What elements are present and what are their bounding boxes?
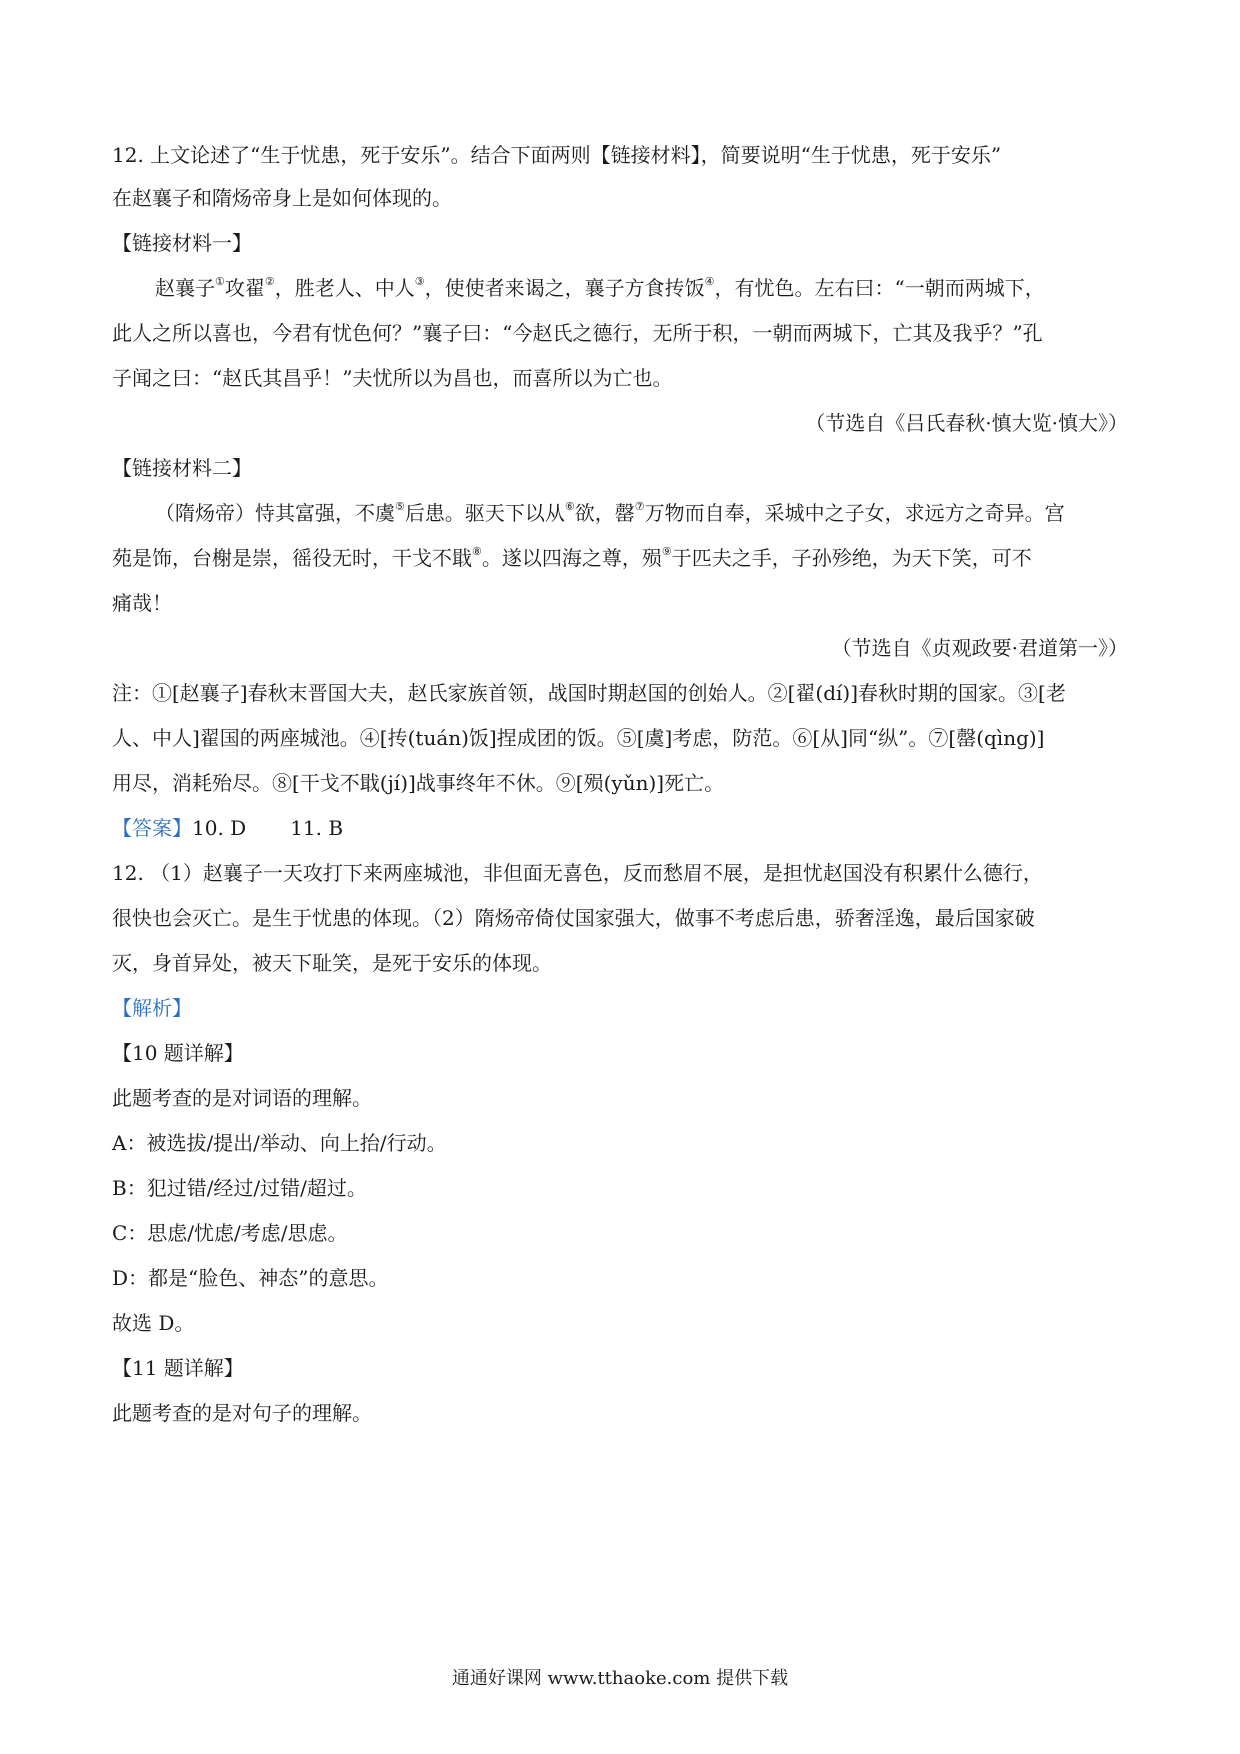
material-2-line-2: 苑是饰，台榭是崇，徭役无时，干戈不戢⑧。遂以四海之尊，殒⑨于匹夫之手，子孙殄绝，为天下笑，可不 <box>112 545 1032 570</box>
question-12-line-2: 在赵襄子和隋炀帝身上是如何体现的。 <box>112 186 452 210</box>
material-1-line-1: 赵襄子①攻翟②，胜老人、中人③，使使者来谒之，襄子方食抟饭④，有忧色。左右曰：“一朝而两城下， <box>155 275 1045 300</box>
material-1-line-3: 子闻之曰：“赵氏其昌乎！”夫忧所以为昌也，而喜所以为亡也。 <box>112 366 673 390</box>
q11-detail-title: 【11 题详解】 <box>112 1356 244 1380</box>
answer-10: 10. D <box>192 816 247 840</box>
material-2-source: （节选自《贞观政要·君道第一》） <box>831 636 1128 660</box>
q10-detail-title: 【10 题详解】 <box>112 1041 244 1065</box>
option-b: B：犯过错/经过/过错/超过。 <box>112 1176 367 1200</box>
choice-d: 故选 D。 <box>112 1311 195 1335</box>
option-d: D：都是“脸色、神态”的意思。 <box>112 1266 389 1290</box>
answer-label: 【答案】 <box>112 816 192 840</box>
material-2-title: 【链接材料二】 <box>112 456 252 480</box>
material-2-line-3: 痛哉！ <box>112 591 172 615</box>
answer-row <box>112 813 343 843</box>
footer-watermark: 通通好课网 www.tthaoke.com 提供下载 <box>451 1668 789 1689</box>
material-1-line-2: 此人之所以喜也，今君有忧色何？”襄子曰：“今赵氏之德行，无所于积，一朝而两城下，亡其及我乎？”孔 <box>112 321 1043 345</box>
material-2-line-1: （隋炀帝）恃其富强，不虞⑤后患。驱天下以从⑥欲，罄⑦万物而自奉，采城中之子女，求远方之奇异。宫 <box>155 500 1065 525</box>
question-12-line-1: 12. 上文论述了“生于忧患，死于安乐”。结合下面两则【链接材料】，简要说明“生于忧患，死于安乐” <box>112 143 1002 167</box>
answer-12-line-2: 很快也会灭亡。是生于忧患的体现。（2）隋炀帝倚仗国家强大，做事不考虑后患，骄奢淫逸，最后国家破 <box>112 906 1035 930</box>
q10-intro: 此题考查的是对词语的理解。 <box>112 1086 372 1110</box>
option-c: C：思虑/忧虑/考虑/思虑。 <box>112 1221 348 1245</box>
notes-line-1: 注：①[赵襄子]春秋末晋国大夫，赵氏家族首领，战国时期赵国的创始人。②[翟(dí)]春秋时期的国家。③[老 <box>112 681 1066 705</box>
q11-intro: 此题考查的是对句子的理解。 <box>112 1401 372 1425</box>
material-1-title: 【链接材料一】 <box>112 231 252 255</box>
option-a: A：被选拔/提出/举动、向上抬/行动。 <box>112 1131 447 1155</box>
answer-12-line-3: 灭，身首异处，被天下耻笑，是死于安乐的体现。 <box>112 951 552 975</box>
answer-12-line-1: 12. （1）赵襄子一天攻打下来两座城池，非但面无喜色，反而愁眉不展，是担忧赵国没有积累什么德行， <box>112 861 1043 885</box>
notes-line-3: 用尽，消耗殆尽。⑧[干戈不戢(jí)]战事终年不休。⑨[殒(yǔn)]死亡。 <box>112 771 725 795</box>
answer-11: 11. B <box>290 816 344 840</box>
analysis-label: 【解析】 <box>112 996 192 1020</box>
material-1-source: （节选自《吕氏春秋·慎大览·慎大》） <box>805 411 1128 435</box>
notes-line-2: 人、中人]翟国的两座城池。④[抟(tuán)饭]捏成团的饭。⑤[虞]考虑，防范。⑥[从]同“纵”。⑦[罄(qìng)] <box>112 726 1045 750</box>
